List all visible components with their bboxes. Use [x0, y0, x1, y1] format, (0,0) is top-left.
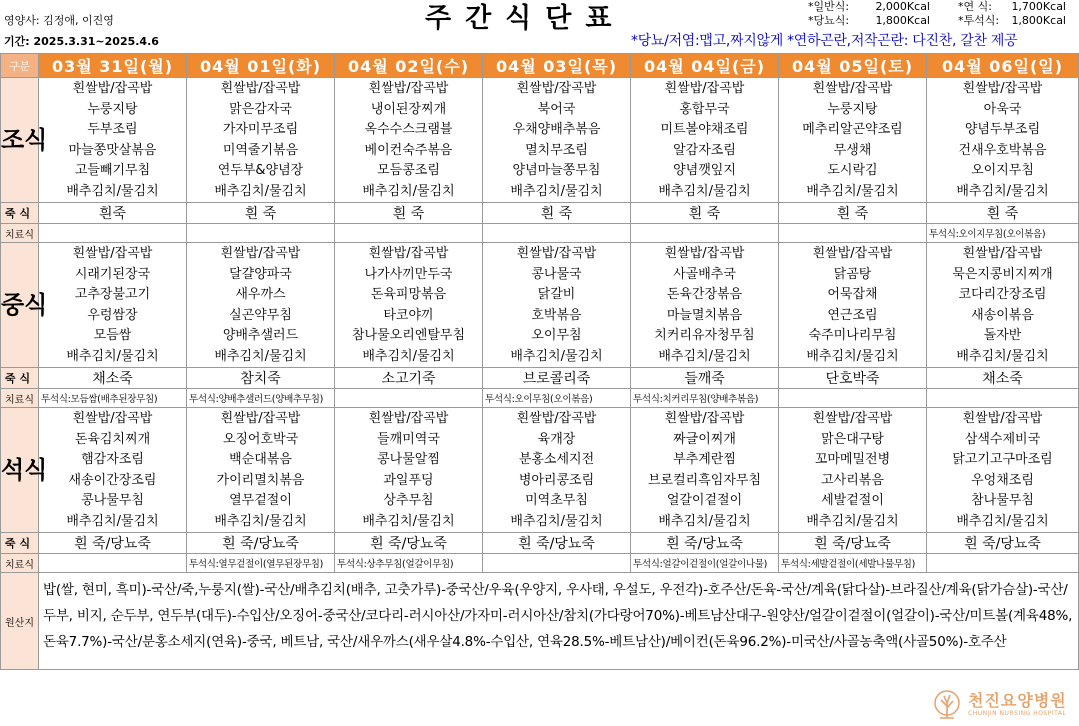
therapy-label: 치료식 [1, 554, 39, 573]
menu-item: 참나물무침 [971, 493, 1034, 508]
lunch-cell [39, 243, 187, 368]
menu-item: 연근조림 [827, 307, 878, 323]
menu-item: 달걀양파국 [229, 266, 292, 282]
therapy-cell [187, 224, 335, 243]
juk-cell: 참치죽 [187, 368, 335, 389]
menu-item: 배추김치/물김치 [66, 183, 159, 199]
origin-label: 원산지 [1, 573, 39, 670]
juk-label: 죽식 [1, 368, 39, 389]
menu-item: 묵은지콩비지찌개 [952, 266, 1053, 282]
menu-item: 배추김치/물김치 [510, 348, 603, 364]
menu-item: 들깨미역국 [377, 431, 440, 447]
lunch-cell [927, 243, 1079, 368]
menu-item: 육개장 [537, 431, 576, 447]
menu-item: 짜글이찌개 [673, 431, 736, 447]
menu-item: 배추김치/물김치 [806, 183, 899, 199]
nutritionist-label: 영양사: 김정애, 이진영 [4, 14, 114, 27]
dinner-cell [39, 408, 187, 533]
menu-item: 배추김치/물김치 [362, 513, 455, 529]
dinner-label: 석식 [1, 408, 39, 533]
juk-cell: 흰 죽 [483, 203, 631, 224]
menu-item: 숙주미나리무침 [808, 328, 897, 343]
dinner-cell [483, 408, 631, 533]
juk-cell: 브로콜리죽 [483, 368, 631, 389]
menu-item: 가자미무조림 [222, 122, 299, 137]
menu-item: 치커리유자청무침 [654, 328, 755, 343]
menu-item: 양배추샐러드 [222, 328, 299, 343]
menu-item: 실곤약무침 [229, 307, 292, 323]
menu-item: 배추김치/물김치 [956, 513, 1049, 529]
menu-item: 배추김치/물김치 [362, 348, 455, 364]
dinner-therapy-row [1, 554, 1079, 573]
menu-item: 흰쌀밥/잡곡밥 [962, 81, 1043, 96]
breakfast-label: 조식 [1, 78, 39, 203]
menu-item: 배추김치/물김치 [66, 348, 159, 364]
lunch-cell [779, 243, 927, 368]
menu-item: 미역초무침 [525, 493, 588, 508]
menu-item: 모듬쌈 [93, 328, 132, 343]
day-header: 04월 04일(금) [631, 54, 779, 78]
logo-name: 천진요양병원 [968, 691, 1067, 710]
therapy-cell: 투석식:오이무침(오이볶음) [483, 389, 631, 408]
menu-item: 흰쌀밥/잡곡밥 [72, 246, 153, 261]
kcal-dialysis: *투석식: 1,800Kcal [958, 14, 1066, 27]
menu-item: 가이리멸치볶음 [216, 472, 305, 488]
breakfast-cell [927, 78, 1079, 203]
menu-item: 도시락김 [827, 163, 878, 178]
menu-item: 고사리볶음 [821, 472, 884, 488]
juk-cell: 흰 죽/당뇨죽 [927, 533, 1079, 554]
kcal-general: *일반식: 2,000Kcal [808, 0, 930, 13]
menu-item: 콩나물국 [531, 266, 582, 282]
menu-item: 흰쌀밥/잡곡밥 [812, 246, 893, 261]
juk-cell: 단호박죽 [779, 368, 927, 389]
menu-item: 모듬콩조림 [377, 163, 440, 178]
menu-item: 새우까스 [235, 287, 286, 302]
menu-item: 돈육간장볶음 [666, 287, 743, 302]
menu-item: 돌자반 [983, 328, 1022, 343]
dinner-cell [187, 408, 335, 533]
therapy-cell [483, 554, 631, 573]
menu-item: 건새우호박볶음 [958, 142, 1047, 158]
therapy-cell [927, 389, 1079, 408]
menu-item: 백순대볶음 [229, 452, 292, 467]
menu-item: 흰쌀밥/잡곡밥 [72, 81, 153, 96]
therapy-label: 치료식 [1, 224, 39, 243]
juk-cell: 흰 죽 [631, 203, 779, 224]
menu-item: 햄감자조림 [81, 452, 144, 467]
juk-cell: 흰 죽 [927, 203, 1079, 224]
therapy-cell [39, 554, 187, 573]
menu-item: 옥수수스크램블 [364, 122, 453, 137]
juk-cell: 흰 죽/당뇨죽 [335, 533, 483, 554]
menu-item: 흰쌀밥/잡곡밥 [368, 411, 449, 426]
menu-item: 병아리콩조림 [518, 472, 595, 488]
lunch-cell [335, 243, 483, 368]
kcal-diabetic: *당뇨식: 1,800Kcal [808, 14, 930, 27]
therapy-cell [483, 224, 631, 243]
juk-cell: 흰 죽 [187, 203, 335, 224]
menu-item: 멸치무조림 [525, 142, 588, 158]
menu-item: 참나물오리엔탈무침 [351, 328, 466, 343]
menu-item: 흰쌀밥/잡곡밥 [962, 411, 1043, 426]
origin-row [1, 573, 1079, 670]
kcal-soft: *연 식: 1,700Kcal [958, 0, 1066, 13]
menu-item: 흰쌀밥/잡곡밥 [516, 411, 597, 426]
menu-item: 세발겉절이 [821, 493, 884, 508]
juk-cell: 채소죽 [39, 368, 187, 389]
day-header: 04월 05일(토) [779, 54, 927, 78]
breakfast-cell [483, 78, 631, 203]
juk-cell: 흰 죽/당뇨죽 [483, 533, 631, 554]
menu-item: 흰쌀밥/잡곡밥 [72, 411, 153, 426]
menu-item: 흰쌀밥/잡곡밥 [368, 246, 449, 261]
lunch-therapy-row [1, 389, 1079, 408]
breakfast-therapy-row [1, 224, 1079, 243]
therapy-cell [39, 224, 187, 243]
menu-item: 배추김치/물김치 [510, 513, 603, 529]
breakfast-juk-row [1, 203, 1079, 224]
menu-item: 시래기된장국 [74, 266, 151, 282]
logo-subtitle: CHUNJIN NURSING HOSPITAL [968, 710, 1067, 717]
therapy-label: 치료식 [1, 389, 39, 408]
breakfast-cell [779, 78, 927, 203]
menu-item: 꼬마메밀전병 [814, 452, 891, 467]
menu-item: 오이지무침 [971, 163, 1034, 178]
menu-item: 홍합무국 [679, 101, 730, 117]
menu-item: 배추김치/물김치 [510, 183, 603, 199]
menu-item: 흰쌀밥/잡곡밥 [220, 246, 301, 261]
menu-item: 배추김치/물김치 [956, 183, 1049, 199]
menu-item: 새송이볶음 [971, 307, 1034, 323]
menu-item: 사골배추국 [673, 266, 736, 282]
hospital-logo [930, 688, 1070, 724]
menu-item: 미트볼야채조림 [660, 122, 749, 137]
menu-item: 메추리알곤약조림 [802, 122, 903, 137]
menu-item: 배추김치/물김치 [362, 183, 455, 199]
menu-item: 배추김치/물김치 [214, 183, 307, 199]
menu-item: 부추계란찜 [673, 452, 736, 467]
menu-item: 열무겉절이 [229, 493, 292, 508]
therapy-cell: 투석식:모듬쌈(배추된장무침) [39, 389, 187, 408]
juk-cell: 흰 죽/당뇨죽 [39, 533, 187, 554]
menu-item: 호박볶음 [531, 307, 582, 323]
therapy-cell: 투석식:오이지무침(오이볶음) [927, 224, 1079, 243]
therapy-cell [779, 224, 927, 243]
juk-cell: 흰죽 [39, 203, 187, 224]
menu-item: 배추김치/물김치 [658, 513, 751, 529]
therapy-cell [927, 554, 1079, 573]
juk-label: 죽식 [1, 203, 39, 224]
lunch-cell [187, 243, 335, 368]
menu-item: 콩나물무침 [81, 493, 144, 508]
lunch-cell [483, 243, 631, 368]
menu-item: 우렁쌈장 [87, 307, 138, 323]
therapy-cell [335, 389, 483, 408]
juk-cell: 흰 죽/당뇨죽 [779, 533, 927, 554]
menu-item: 마늘멸치볶음 [666, 307, 743, 323]
menu-item: 배추김치/물김치 [214, 513, 307, 529]
menu-item: 브로컬리흑임자무침 [647, 472, 762, 488]
menu-item: 닭갈비 [537, 287, 576, 302]
day-header: 03월 31일(월) [39, 54, 187, 78]
menu-item: 돈육김치찌개 [74, 431, 151, 447]
juk-cell: 흰 죽 [335, 203, 483, 224]
menu-item: 베이컨숙주볶음 [364, 142, 453, 158]
menu-item: 맑은감자국 [229, 101, 292, 117]
tree-icon [930, 688, 964, 722]
menu-item: 얼갈이겉절이 [666, 493, 743, 508]
menu-item: 미역줄기볶음 [222, 142, 299, 158]
menu-item: 흰쌀밥/잡곡밥 [812, 81, 893, 96]
period-label: 기간: 2025.3.31~2025.4.6 [4, 35, 159, 48]
menu-item: 흰쌀밥/잡곡밥 [962, 246, 1043, 261]
menu-item: 우엉채조림 [971, 472, 1034, 488]
juk-cell: 소고기죽 [335, 368, 483, 389]
juk-cell: 들깨죽 [631, 368, 779, 389]
menu-item: 과일푸딩 [383, 472, 434, 488]
juk-cell: 흰 죽/당뇨죽 [187, 533, 335, 554]
menu-table [0, 53, 1079, 670]
menu-item: 아욱국 [983, 101, 1022, 117]
lunch-juk-row [1, 368, 1079, 389]
menu-item: 배추김치/물김치 [66, 513, 159, 529]
lunch-row [1, 243, 1079, 368]
breakfast-cell [39, 78, 187, 203]
menu-item: 흰쌀밥/잡곡밥 [664, 246, 745, 261]
page-title: 주간식단표 [425, 3, 626, 34]
menu-item: 콩나물알찜 [377, 452, 440, 467]
gubun-header: 구분 [1, 54, 39, 78]
menu-item: 새송이간장조림 [68, 472, 157, 488]
dinner-cell [631, 408, 779, 533]
header [0, 0, 1078, 50]
menu-item: 오이무침 [531, 328, 582, 343]
juk-cell: 흰 죽 [779, 203, 927, 224]
lunch-cell [631, 243, 779, 368]
menu-item: 연두부&양념장 [217, 163, 304, 178]
menu-item: 흰쌀밥/잡곡밥 [664, 411, 745, 426]
dinner-cell [927, 408, 1079, 533]
menu-item: 삼색수제비국 [964, 431, 1041, 447]
juk-label: 죽식 [1, 533, 39, 554]
therapy-cell [335, 224, 483, 243]
menu-item: 닭곰탕 [833, 266, 872, 282]
breakfast-row [1, 78, 1079, 203]
menu-item: 상추무침 [383, 493, 434, 508]
menu-item: 북어국 [537, 101, 576, 117]
menu-item: 오징어호박국 [222, 431, 299, 447]
menu-item: 코다리간장조림 [958, 287, 1047, 302]
menu-item: 배추김치/물김치 [658, 183, 751, 199]
menu-item: 흰쌀밥/잡곡밥 [516, 81, 597, 96]
juk-cell: 채소죽 [927, 368, 1079, 389]
menu-item: 어묵잡채 [827, 287, 878, 302]
menu-item: 흰쌀밥/잡곡밥 [220, 81, 301, 96]
menu-item: 배추김치/물김치 [806, 348, 899, 364]
diet-notice: *당뇨/저염:맵고,짜지않게 *연하곤란,저작곤란: 다진찬, 갈찬 제공 [631, 33, 1018, 49]
menu-item: 맑은대구탕 [821, 431, 884, 447]
dinner-cell [335, 408, 483, 533]
menu-item: 흰쌀밥/잡곡밥 [220, 411, 301, 426]
menu-item: 타코야끼 [383, 307, 434, 323]
day-header: 04월 01일(화) [187, 54, 335, 78]
lunch-label: 중식 [1, 243, 39, 368]
day-header-row [1, 54, 1079, 78]
menu-item: 알감자조림 [673, 142, 736, 158]
breakfast-cell [631, 78, 779, 203]
day-header: 04월 03일(목) [483, 54, 631, 78]
menu-item: 배추김치/물김치 [214, 348, 307, 364]
day-header: 04월 06일(일) [927, 54, 1079, 78]
dinner-juk-row [1, 533, 1079, 554]
therapy-cell: 투석식:상추무침(얼갈이무침) [335, 554, 483, 573]
menu-item: 누룽지탕 [827, 101, 878, 117]
menu-item: 고들빼기무침 [74, 163, 151, 178]
menu-item: 닭고기고구마조림 [952, 452, 1053, 467]
therapy-cell: 투석식:양배추샐러드(양배추무침) [187, 389, 335, 408]
dinner-cell [779, 408, 927, 533]
menu-item: 고추장불고기 [74, 287, 151, 302]
origin-text: 밥(쌀, 현미, 흑미)-국산/죽,누룽지(쌀)-국산/배추김치(배추, 고춧가루)-중국산/우육(우양지, 우사태, 우설도, 우전각)-호주산/돈육-국산/계육(닭다살)-브라질산/계육(닭가슴살)-국산/두부, 비지, 순두부, 연두부(대두)-수입산/오징어-중국산/코다리-러시아산/가자미-러시아산/참치(가다랑어70%)-베트남산대구-원양산/얼갈이겉절이(얼갈이)-국산/미트볼(계육48%, 돈육7.7%)-국산/분홍소세지(연육)-중국, 베트남, 국산/새우까스(새우살4.8%-수입산, 연육28.5%-베트남산)/베이컨(돈육96.2%)-미국산/사골농축액(사골50%)-호주산 [39, 573, 1079, 670]
therapy-cell: 투석식:치커리무침(양배추볶음) [631, 389, 779, 408]
menu-item: 흰쌀밥/잡곡밥 [516, 246, 597, 261]
menu-item: 흰쌀밥/잡곡밥 [664, 81, 745, 96]
breakfast-cell [187, 78, 335, 203]
therapy-cell: 투석식:열무겉절이(열무된장무침) [187, 554, 335, 573]
menu-item: 나가사끼만두국 [364, 266, 453, 282]
therapy-cell [631, 224, 779, 243]
menu-item: 배추김치/물김치 [806, 513, 899, 529]
menu-item: 배추김치/물김치 [956, 348, 1049, 364]
dinner-row [1, 408, 1079, 533]
menu-item: 우채양배추볶음 [512, 122, 601, 137]
juk-cell: 흰 죽/당뇨죽 [631, 533, 779, 554]
menu-item: 두부조림 [87, 122, 138, 137]
menu-item: 흰쌀밥/잡곡밥 [368, 81, 449, 96]
therapy-cell [779, 389, 927, 408]
menu-item: 누룽지탕 [87, 101, 138, 117]
menu-item: 냉이된장찌개 [370, 101, 447, 117]
menu-item: 양념마늘쫑무침 [512, 163, 601, 178]
breakfast-cell [335, 78, 483, 203]
menu-item: 흰쌀밥/잡곡밥 [812, 411, 893, 426]
menu-item: 양념깻잎지 [673, 163, 736, 178]
menu-item: 마늘쫑맛살볶음 [68, 142, 157, 158]
menu-item: 배추김치/물김치 [658, 348, 751, 364]
day-header: 04월 02일(수) [335, 54, 483, 78]
therapy-cell: 투석식:세발겉절이(세발나물무침) [779, 554, 927, 573]
menu-item: 양념두부조림 [964, 122, 1041, 137]
menu-item: 분홍소세지전 [518, 452, 595, 467]
menu-item: 돈육피망볶음 [370, 287, 447, 302]
menu-item: 무생채 [833, 142, 872, 158]
therapy-cell: 투석식:얼갈이겉절이(얼갈이나물) [631, 554, 779, 573]
